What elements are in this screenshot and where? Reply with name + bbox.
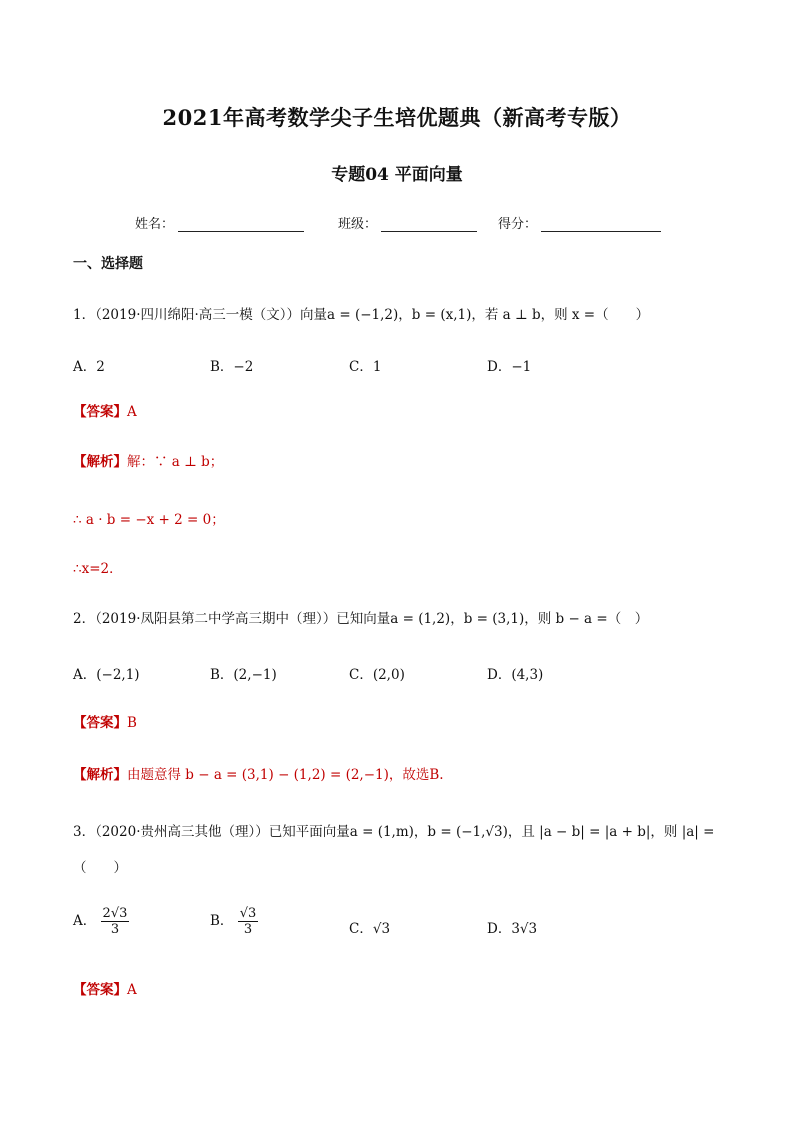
fraction-denominator: 3 [243, 922, 253, 937]
score-field [498, 213, 661, 232]
answer-value: B [127, 715, 137, 731]
question-1-analysis [73, 450, 223, 470]
question-3-option-c [349, 917, 390, 937]
question-3-option-d [487, 917, 537, 937]
question-2 [73, 607, 648, 627]
question-2-math: a = (1,2)，b = (3,1)，则 b − a =（ ） [390, 611, 649, 627]
name-label: 姓名： [135, 217, 175, 232]
analysis-line-1: 解：∵ a ⊥ b； [127, 454, 224, 470]
fraction [238, 906, 259, 937]
question-1-math: a = (−1,2)，b = (x,1)，若 a ⊥ b，则 x =（ ） [327, 307, 650, 323]
page-subtitle: 专题04 平面向量 [331, 165, 463, 185]
score-blank [541, 217, 661, 232]
question-2-option-b: B．(2,−1) [210, 667, 277, 683]
answer-label: 【答案】 [73, 404, 127, 420]
question-3-math: a = (1,m)，b = (−1,√3)，且 |a − b| = |a + b|，则 |a| = [349, 824, 715, 840]
question-3-answer [73, 978, 137, 998]
section-title: 一、选择题 [73, 256, 143, 272]
analysis-label: 【解析】 [73, 767, 127, 783]
fraction-numerator: √3 [239, 906, 257, 921]
class-blank [381, 217, 477, 232]
page-title: 2021年高考数学尖子生培优题典（新高考专版） [162, 105, 632, 130]
name-field [135, 213, 304, 232]
question-1-stem: 1．（2019·四川绵阳·高三一模（文））向量 [73, 307, 328, 323]
question-3-option-a [73, 906, 129, 937]
question-3-option-b [210, 906, 258, 937]
option-value: √3 [372, 921, 391, 937]
option-prefix: A． [73, 913, 97, 929]
score-label: 得分： [498, 217, 538, 232]
analysis-line-2: ∴ a · b = −x + 2 = 0； [73, 512, 225, 528]
fraction-numerator: 2√3 [102, 906, 128, 921]
question-1-option-b: B．−2 [210, 359, 254, 375]
answer-label: 【答案】 [73, 982, 127, 998]
fraction-denominator: 3 [110, 922, 120, 937]
question-3 [73, 820, 714, 840]
question-2-option-c: C．(2,0) [349, 667, 405, 683]
class-label: 班级： [338, 217, 378, 232]
option-prefix: C． [349, 921, 373, 937]
question-2-answer [73, 711, 137, 731]
name-blank [178, 217, 304, 232]
question-2-stem: 2．（2019·凤阳县第二中学高三期中（理））已知向量 [73, 611, 391, 627]
question-1-analysis-line-2 [73, 508, 225, 528]
answer-value: A [127, 982, 137, 998]
question-2-analysis [73, 763, 444, 783]
question-1-answer [73, 400, 137, 420]
question-2-option-a: A．(−2,1) [73, 667, 140, 683]
option-prefix: B． [210, 913, 234, 929]
class-field [338, 213, 477, 232]
question-1-option-d: D．−1 [487, 359, 532, 375]
analysis-line-1: 由题意得 b − a = (3,1) − (1,2) = (2,−1)，故选B. [127, 767, 444, 783]
answer-label: 【答案】 [73, 715, 127, 731]
option-prefix: D． [487, 921, 512, 937]
option-value: 3√3 [511, 921, 538, 937]
question-3-stem: 3．（2020·贵州高三其他（理））已知平面向量 [73, 824, 350, 840]
question-1-option-c: C．1 [349, 359, 382, 375]
analysis-label: 【解析】 [73, 454, 127, 470]
question-1-analysis-line-3: ∴x=2． [73, 561, 123, 577]
question-1-option-a: A．2 [73, 359, 105, 375]
fraction [101, 906, 130, 937]
question-1 [73, 303, 649, 323]
question-3-stem-tail: （ ） [73, 860, 127, 876]
question-2-option-d: D．(4,3) [487, 667, 544, 683]
answer-value: A [127, 404, 137, 420]
